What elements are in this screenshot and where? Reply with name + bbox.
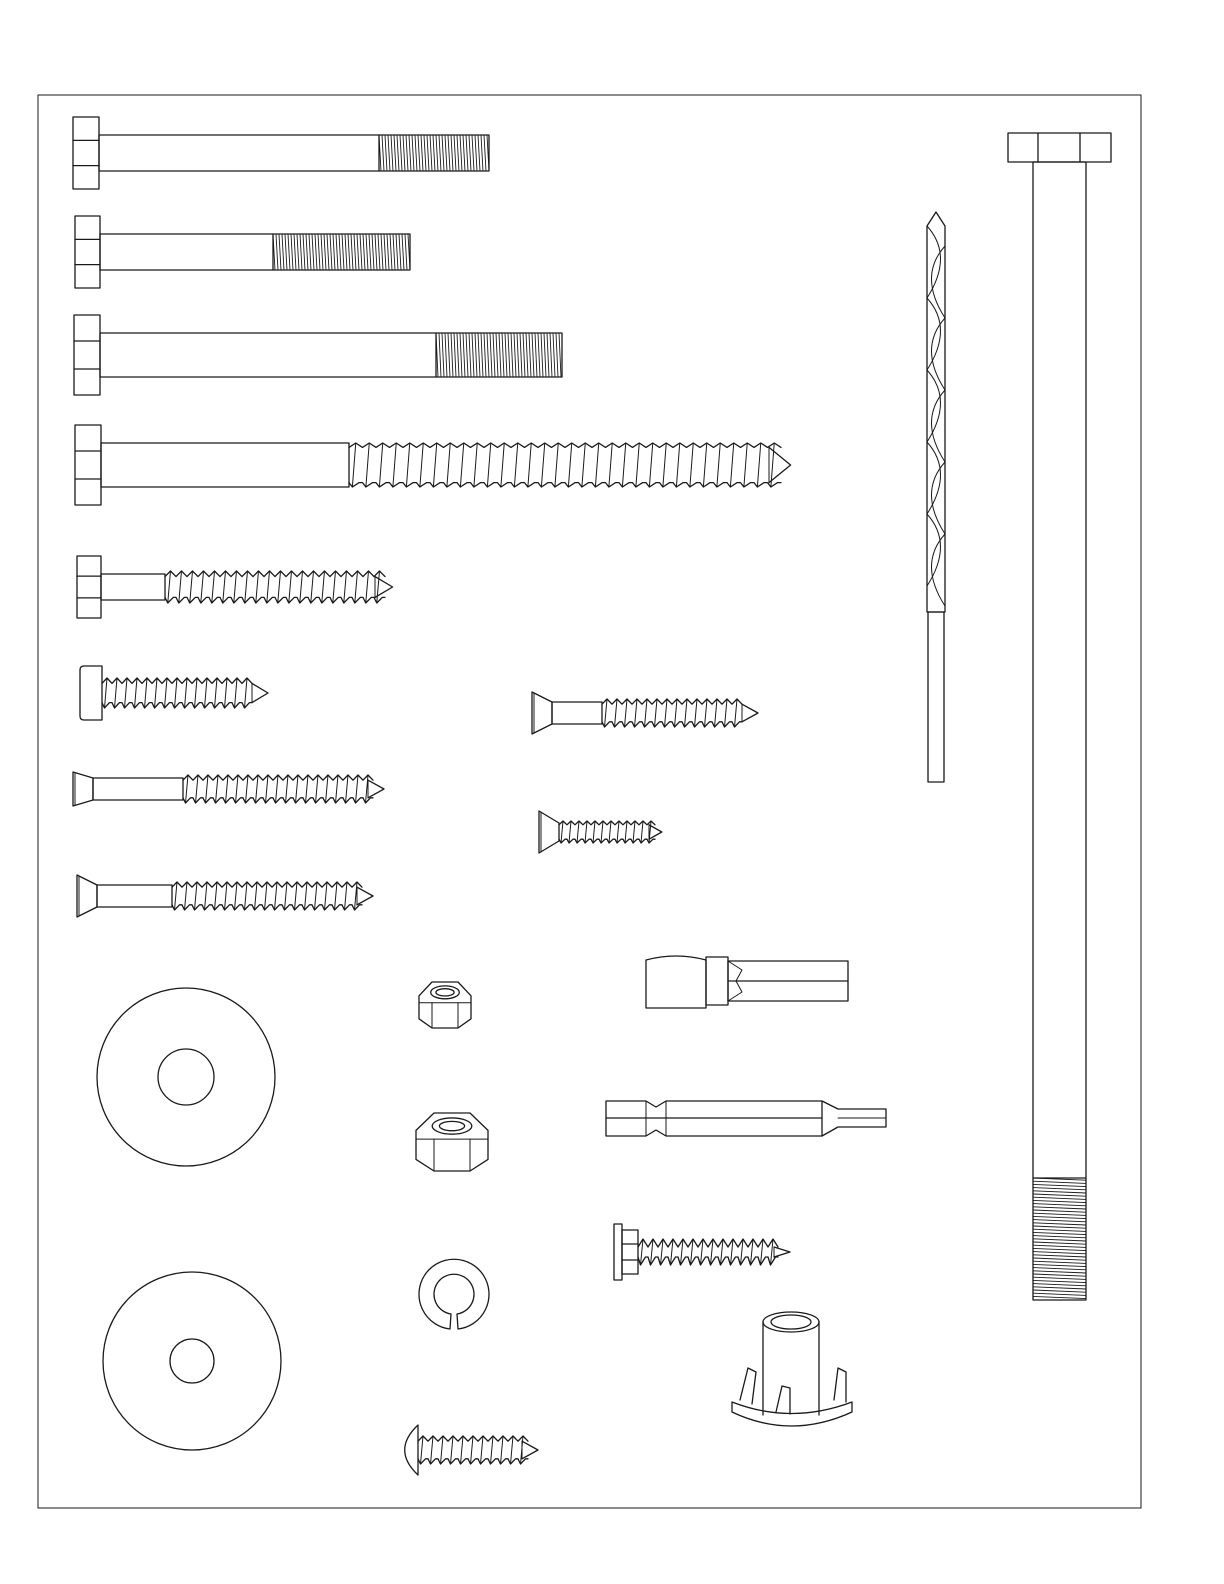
pan-head-screw-icon (73, 772, 384, 806)
flat-washer-icon (419, 982, 471, 1028)
flat-head-screw-icon (77, 875, 373, 917)
hex-lag-screw-icon (77, 556, 393, 618)
lock-nut-icon (419, 1259, 489, 1329)
flat-head-screw-icon (539, 811, 662, 853)
hex-lag-screw-icon (80, 666, 268, 720)
flat-head-screw-icon (927, 212, 945, 782)
hex-washer-head-screw-icon (732, 1312, 852, 1426)
long-hex-bolt-icon (97, 988, 275, 1166)
socket-adapter-icon (606, 1101, 886, 1136)
frame-border (38, 95, 1141, 1508)
screwdriver-bit-icon (614, 1224, 790, 1280)
hex-bolt-icon (75, 216, 410, 288)
hex-bolt-icon (73, 117, 489, 189)
hex-bolt-icon (75, 425, 791, 505)
drill-bit-icon (1008, 133, 1111, 1300)
flat-head-screw-icon (532, 692, 758, 734)
split-lock-washer-icon (405, 1425, 538, 1475)
flat-washer-icon (103, 1272, 281, 1450)
truss-head-screw-icon (646, 956, 848, 1008)
lock-nut-icon (416, 1113, 488, 1171)
hex-bolt-icon (74, 315, 562, 395)
